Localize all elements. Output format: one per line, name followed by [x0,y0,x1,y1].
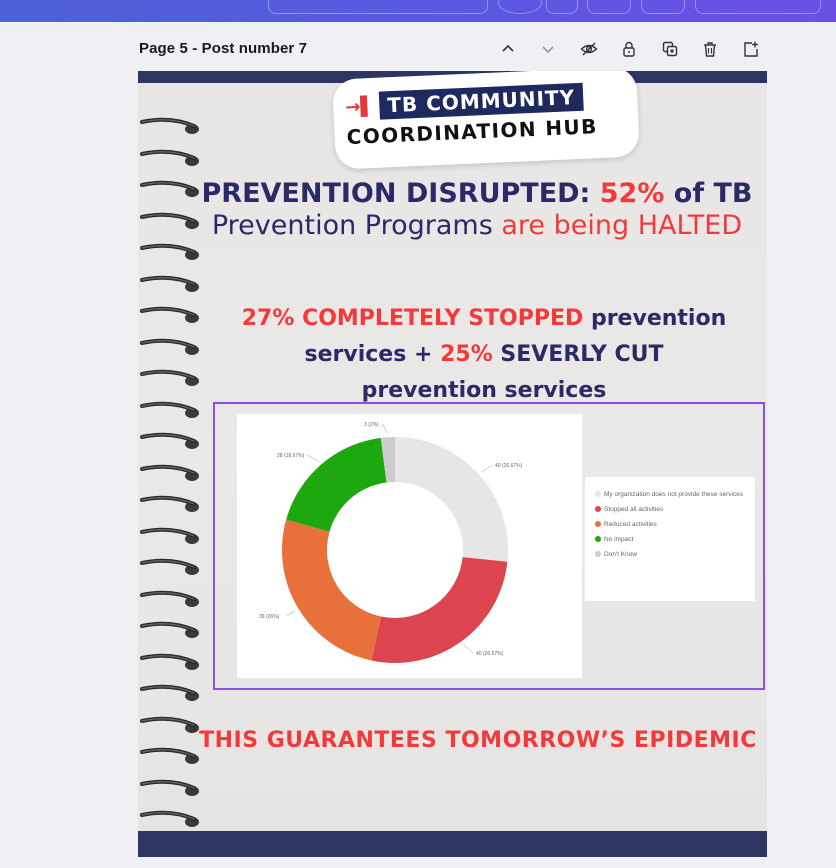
trash-icon[interactable] [699,38,721,60]
design-canvas[interactable] [138,71,767,857]
logo-subtitle: COORDINATION HUB [346,114,599,150]
chevron-down-icon[interactable] [537,38,559,60]
sub-part: SEVERLY CUT prevention services [361,342,664,403]
headline-part: Prevention Programs [211,210,502,241]
donut-slice[interactable] [372,557,508,663]
add-page-icon[interactable] [740,38,762,60]
toolbar-button[interactable] [546,0,578,14]
legend-swatch [595,536,601,542]
eye-hidden-icon[interactable] [578,38,600,60]
toolbar-button[interactable] [587,0,631,14]
spiral-coil [140,242,204,262]
donut-slice[interactable] [395,437,508,562]
spiral-coil [140,368,204,388]
legend-label: Stopped all activities [604,506,664,513]
slice-label: 3 (2%) [364,422,379,428]
legend-label: Don't Know [604,551,638,558]
spiral-coil [140,116,204,136]
share-button[interactable] [695,0,821,14]
toolbar-button[interactable] [641,0,685,14]
legend-item [595,551,637,558]
spiral-coil [140,589,204,609]
top-toolbar [0,0,836,22]
slice-leader-line [382,424,388,433]
arrow-icon: →▌ [344,95,375,119]
spiral-coil [140,431,204,451]
paper-bottom-edge [138,831,767,857]
spiral-coil [140,557,204,577]
chart-legend [585,477,755,601]
headline-part: PREVENTION DISRUPTED: [201,178,600,209]
legend-label: My organization does not provide these services [604,491,744,498]
slice-label: 39 (26%) [259,614,280,620]
headline-highlight: are being HALTED [501,210,743,241]
spiral-coil [140,148,204,168]
sub-highlight: 27% COMPLETELY STOPPED [241,306,584,331]
headline-part: of TB [664,178,753,209]
slice-leader-line [307,455,319,461]
legend-item [595,491,743,498]
legend-item [595,506,663,513]
toolbar-avatar[interactable] [498,0,542,14]
headline-text[interactable] [188,178,766,242]
spiral-coil [140,683,204,703]
logo-title: TB COMMUNITY [379,83,584,120]
legend-item [595,536,633,543]
slice-leader-line [482,465,492,472]
donut-chart-svg [237,414,582,678]
slice-label: 40 (26.67%) [476,651,504,657]
lock-icon[interactable] [618,38,640,60]
spiral-coil [140,305,204,325]
spiral-coil [140,337,204,357]
legend-swatch [595,506,601,512]
spiral-coil [140,620,204,640]
spiral-coil [140,400,204,420]
legend-swatch [595,551,601,557]
sub-highlight: 25% [440,342,493,367]
donut-slice[interactable] [282,520,381,661]
spiral-coil [140,652,204,672]
slice-label: 28 (18.67%) [277,453,305,459]
chevron-up-icon[interactable] [497,38,519,60]
slice-leader-line [287,611,295,616]
spiral-coil [140,494,204,514]
legend-swatch [595,521,601,527]
spiral-coil [140,526,204,546]
page-title: Page 5 - Post number 7 [139,40,308,57]
slice-label: 40 (26.67%) [495,463,523,469]
slice-leader-line [464,645,473,653]
toolbar-search-field[interactable] [268,0,488,14]
legend-item [595,521,657,528]
legend-label: No impact [604,536,634,543]
footer-text[interactable]: THIS GUARANTEES TOMORROW’S EPIDEMIC [199,728,757,753]
duplicate-icon[interactable] [659,38,681,60]
headline-percent: 52% [599,178,665,209]
legend-swatch [595,491,601,497]
sub-part: prevention services + [304,306,727,367]
subheadline-text[interactable] [234,301,734,409]
spiral-coil [140,778,204,798]
logo-badge[interactable] [332,71,640,170]
donut-slice[interactable] [286,438,386,532]
spiral-coil [140,274,204,294]
legend-label: Reduced activities [604,521,657,528]
spiral-coil [140,809,204,829]
donut-chart[interactable] [237,414,582,678]
spiral-coil [140,463,204,483]
